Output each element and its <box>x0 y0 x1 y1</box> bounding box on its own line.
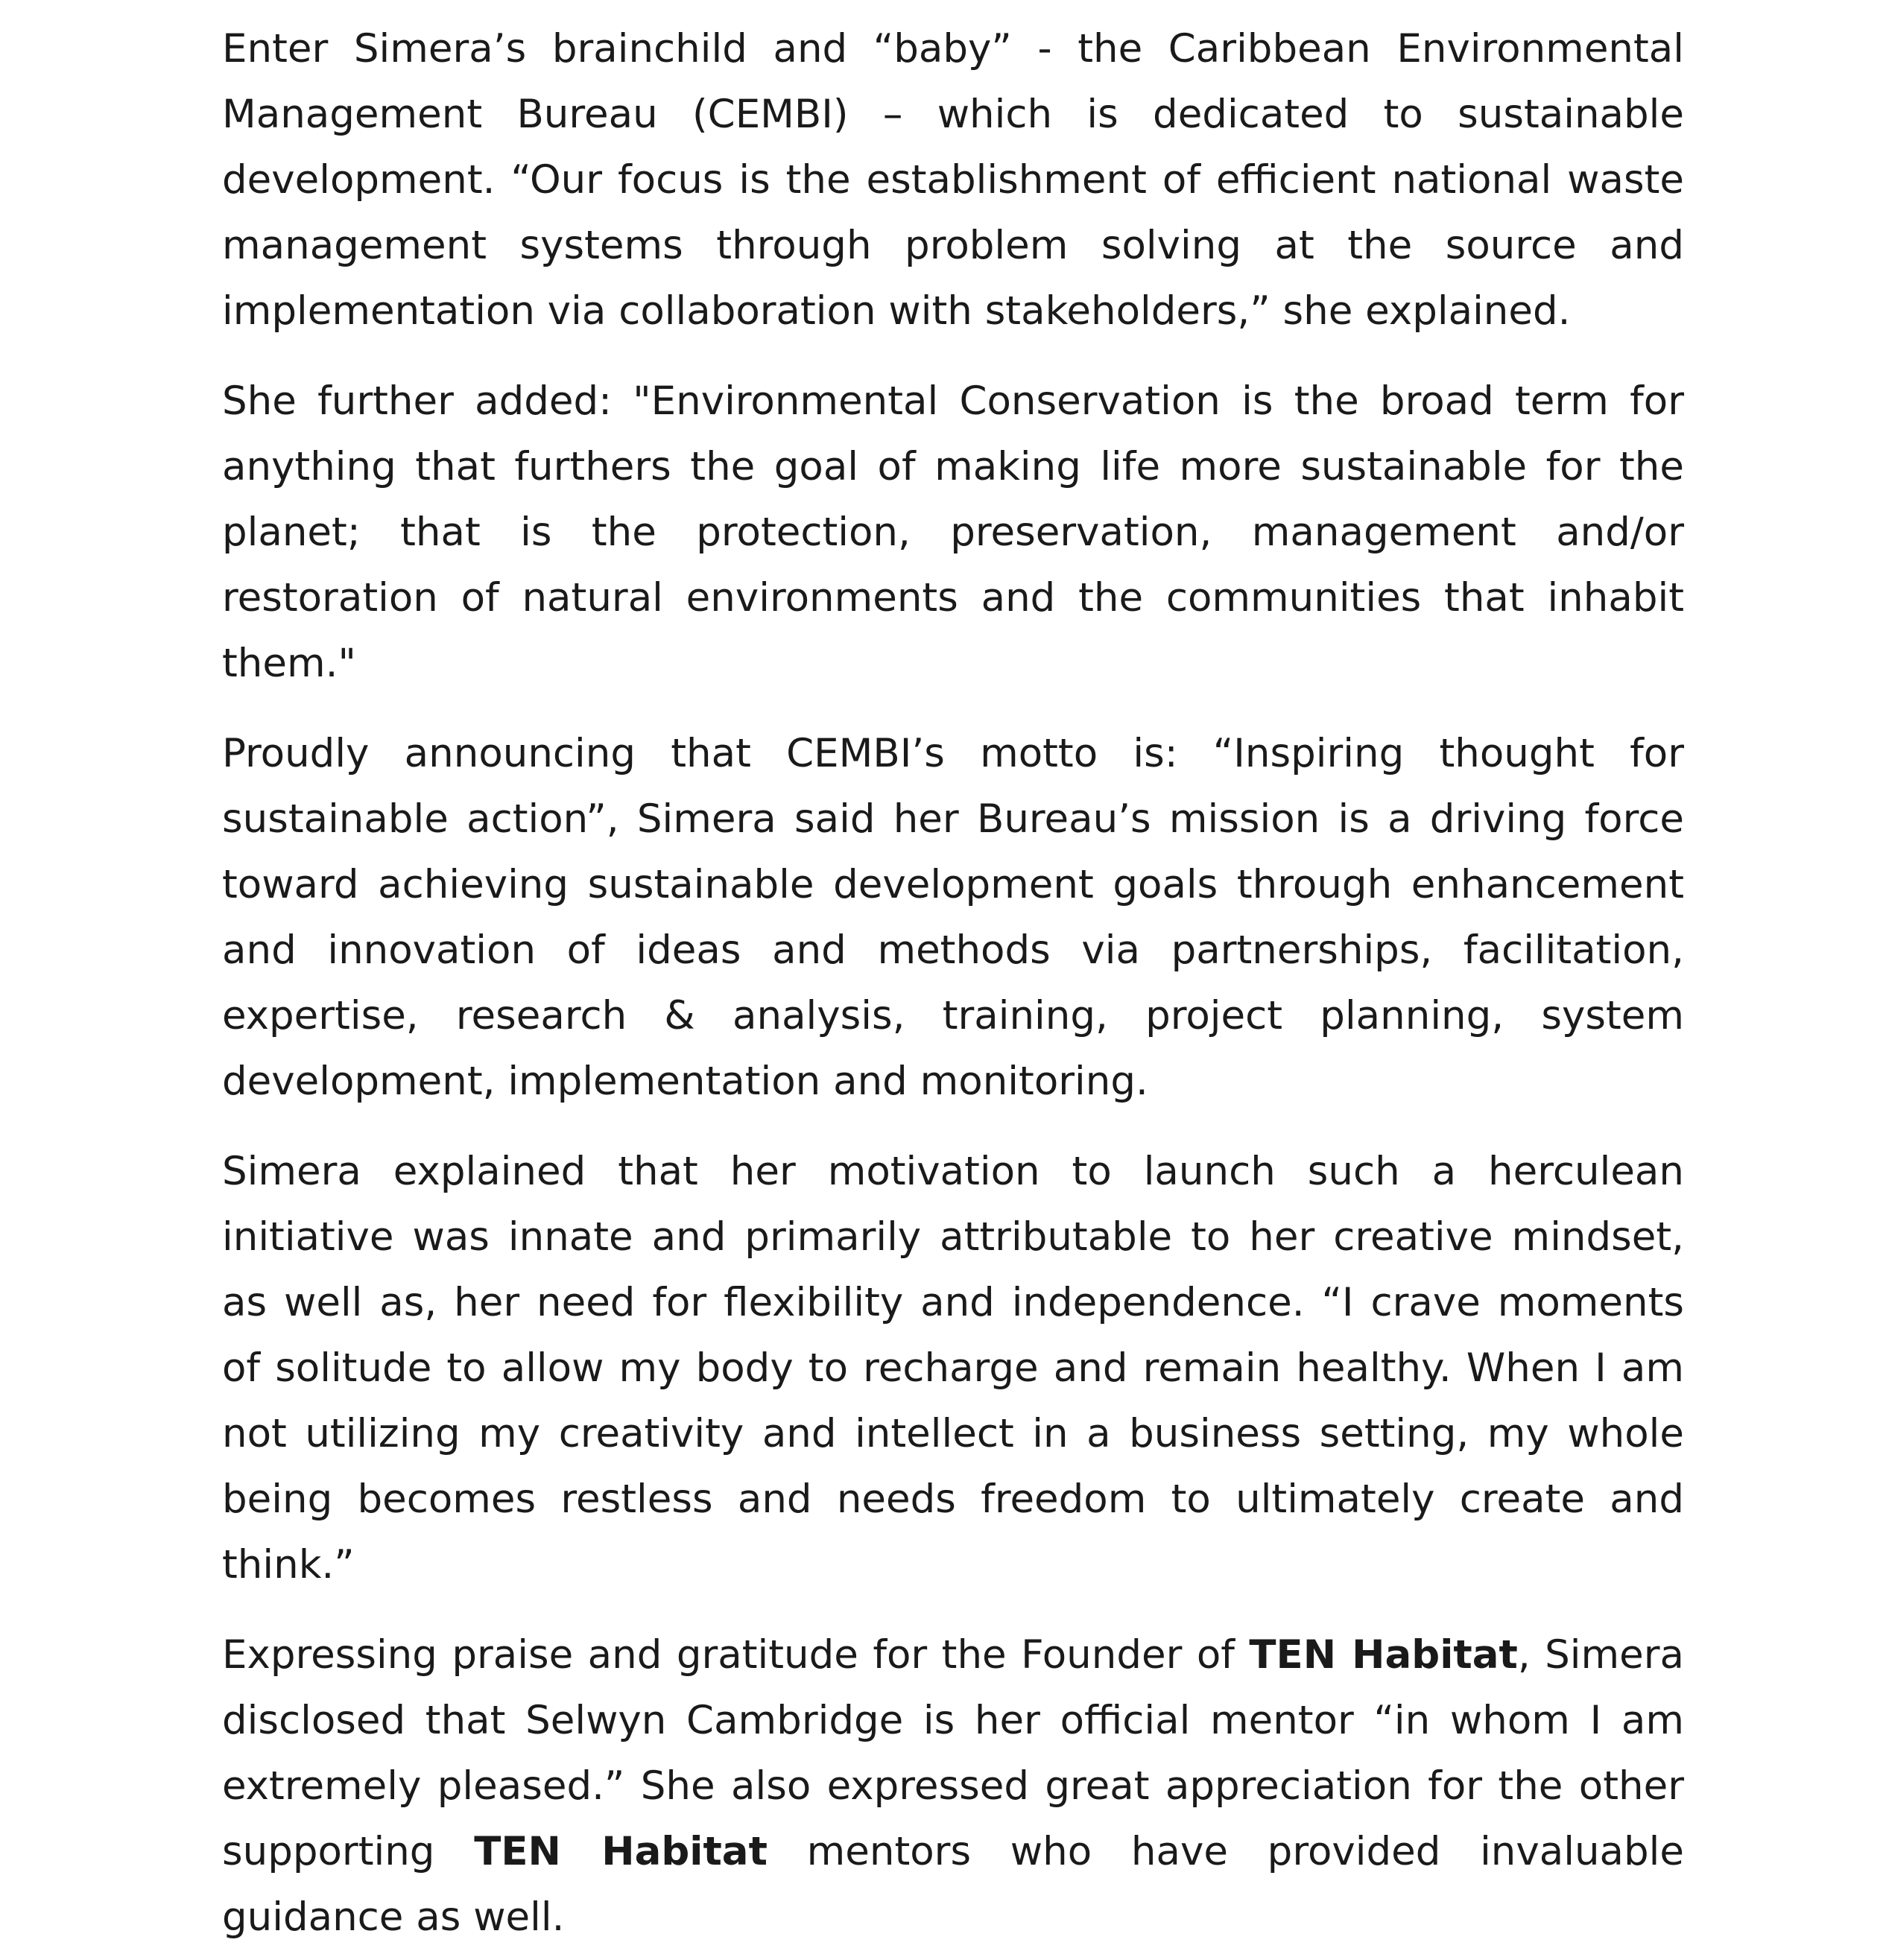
paragraph-cembi-intro <box>222 16 1684 344</box>
paragraph-mentors <box>222 1623 1684 1950</box>
paragraph-conservation-quote <box>222 369 1684 697</box>
org-name-bold: TEN Habitat <box>474 1829 768 1874</box>
paragraph-text: Expressing praise and gratitude for the Founder of <box>222 1632 1250 1678</box>
paragraph-motto-mission <box>222 721 1684 1114</box>
paragraph-text: She further added: "Environmental Conservation is the broad term for anything that furthers the goal of making life more sustainable for the planet; that is the protection, preservation, management and/or restoration of natural environments and the communities that inhabit them." <box>222 378 1684 686</box>
paragraph-text: mentors who have provided invaluable guidance as well. <box>222 1829 1685 1940</box>
paragraph-text: Enter Simera’s brainchild and “baby” - the Caribbean Environmental Management Bureau (CEMBI) – which is dedicated to sustainable development. “Our focus is the establishment of efficient national waste management systems through problem solving at the source and implementation via collaboration with stakeholders,” she explained. <box>222 26 1684 334</box>
article-body <box>222 16 1684 1950</box>
org-name-bold: TEN Habitat <box>1249 1632 1518 1678</box>
paragraph-text: Simera explained that her motivation to launch such a herculean initiative was innate and primarily attributable to her creative mindset, as well as, her need for flexibility and independence. “I crave moments of solitude to allow my body to recharge and remain healthy. When I am not utilizing my creativity and intellect in a business setting, my whole being becomes restless and needs freedom to ultimately create and think.” <box>222 1149 1684 1588</box>
paragraph-text: , Simera disclosed that Selwyn Cambridge is her official mentor “in whom I am extremely pleased.” She also expressed great appreciation for the other supporting <box>222 1632 1685 1874</box>
paragraph-text: Proudly announcing that CEMBI’s motto is: “Inspiring thought for sustainable action”, Simera said her Bureau’s mission is a driving force toward achieving sustainable development goals through enhancement and innovation of ideas and methods via partnerships, facilitation, expertise, research & analysis, training, project planning, system development, implementation and monitoring. <box>222 731 1684 1104</box>
paragraph-motivation <box>222 1139 1684 1598</box>
